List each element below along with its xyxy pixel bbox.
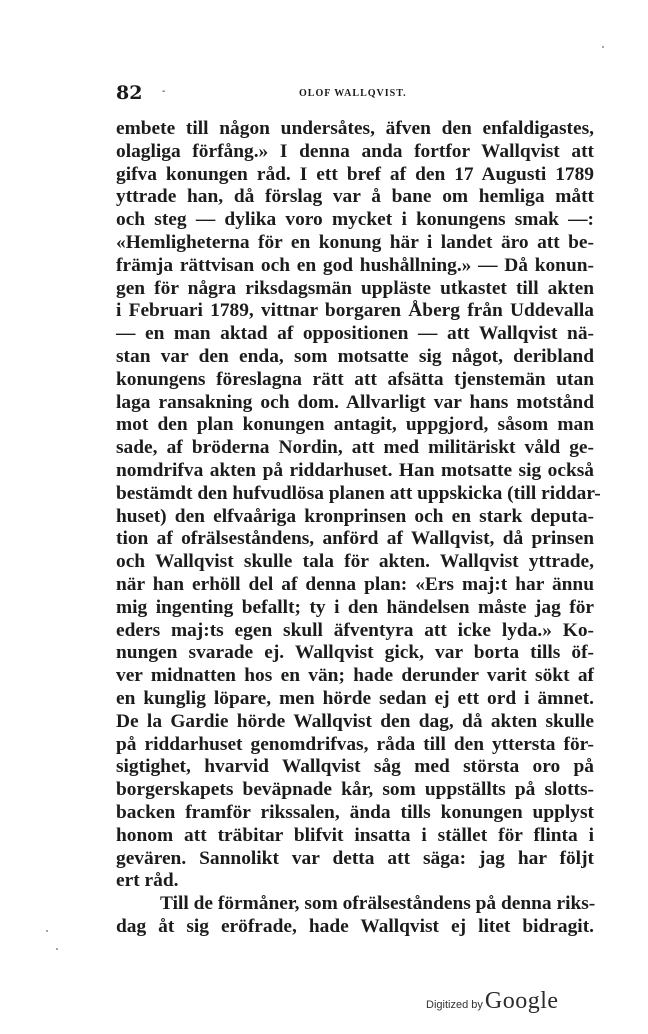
text-line: embete till någon undersåtes, äfven den enfaldigastes, — [116, 118, 594, 139]
text-line-paragraph-start: Till de förmåner, som ofrälseståndens på denna riks- — [160, 893, 596, 915]
page-header — [116, 82, 596, 106]
text-line: nomdrifva akten på riddarhuset. Han motsatte sig också — [116, 459, 594, 481]
text-line: ver midnatten hos en vän; hade derunder varit sökt af — [116, 665, 594, 687]
text-line: De la Gardie hörde Wallqvist den dag, då akten skulle — [116, 710, 594, 732]
text-line: laga ransakning och dom. Allvarligt var hans motstånd — [116, 391, 594, 413]
text-line: på riddarhuset genomdrifvas, råda till den yttersta för- — [116, 733, 594, 755]
digitized-label: Digitized by — [426, 999, 483, 1011]
text-line: sade, af bröderna Nordin, att med militäriskt våld ge- — [116, 437, 594, 459]
speck — [46, 930, 48, 932]
text-line: dag åt sig eröfrade, hade Wallqvist ej litet bidragit. — [116, 915, 594, 937]
digitized-by-google — [426, 988, 559, 1016]
text-line: nungen svarade ej. Wallqvist gick, var borta tills öf- — [116, 642, 594, 664]
text-line: — en man aktad af oppositionen — att Wallqvist nä- — [116, 323, 594, 345]
speck — [602, 46, 604, 48]
text-line: och steg — dylika voro mycket i konungens smak —: — [116, 209, 594, 231]
text-line: gen för några riksdagsmän uppläste utkastet till akten — [116, 277, 594, 299]
text-line: mig ingenting befallt; ty i den händelsen måste jag för — [116, 596, 594, 618]
text-line: gevären. Sannolikt var detta att säga: jag har följt — [116, 847, 594, 869]
text-line: bestämdt den hufvudlösa planen att uppskicka (till riddar- — [116, 482, 601, 504]
text-line: när han erhöll del af denna plan: «Ers maj:t har ännu — [116, 573, 594, 595]
google-logo: Google — [484, 988, 559, 1014]
body-text — [116, 118, 601, 939]
text-line: gifva konungen råd. I ett bref af den 17 Augusti 1789 — [116, 163, 594, 185]
text-line: konungens föreslagna rätt att afsätta tjenstemän utan — [116, 368, 594, 390]
text-line: sigtighet, hvarvid Wallqvist såg med största oro på — [116, 756, 594, 778]
text-line: honom att träbitar blifvit insatta i stället för flinta i — [116, 824, 594, 846]
text-line: olagliga förfång.» I denna anda fortfor Wallqvist att — [116, 140, 594, 162]
text-line: och Wallqvist skulle tala för akten. Wallqvist yttrade, — [116, 551, 594, 573]
text-line-paragraph-end: ert råd. — [116, 870, 179, 892]
text-line: «Hemligheterna för en konung här i landet äro att be- — [116, 231, 594, 253]
speck — [56, 948, 58, 950]
text-line: backen framför rikssalen, ända tills konungen upplyst — [116, 801, 594, 823]
text-line: i Februari 1789, vittnar borgaren Åberg från Uddevalla — [116, 300, 594, 322]
text-line: stan var den enda, som motsatte sig något, deribland — [116, 345, 594, 367]
text-line: yttrade han, då förslag var å bane om hemliga mått — [116, 186, 594, 208]
text-line: tion af ofrälseståndens, anförd af Wallqvist, då prinsen — [116, 528, 594, 550]
text-line: eders maj:ts egen skull äfventyra att icke lyda.» Ko- — [116, 619, 594, 641]
page-number: 82 — [116, 82, 143, 104]
text-line: huset) den elfvaåriga kronprinsen och en stark deputa- — [116, 505, 594, 527]
text-line: borgerskapets beväpnade kår, som uppställts på slotts- — [116, 779, 594, 801]
text-line: mot den plan konungen antagit, uppgjord, såsom man — [116, 414, 594, 436]
header-mark: - — [162, 86, 166, 97]
text-line: främja rättvisan och en god hushållning.» — Då konun- — [116, 254, 594, 276]
running-head: OLOF WALLQVIST. — [299, 88, 407, 99]
text-line: en kunglig löpare, men hörde sedan ej ett ord i ämnet. — [116, 687, 594, 709]
